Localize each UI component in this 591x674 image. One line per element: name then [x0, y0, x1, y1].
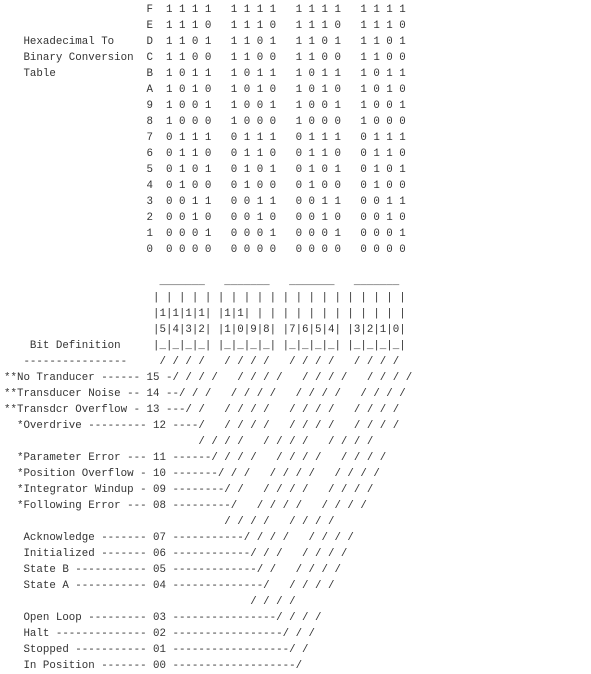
document-line: *Position Overflow - 10 -------/ / / / / / / / / / / — [4, 468, 380, 480]
document-line: 6 0 1 1 0 0 1 1 0 0 1 1 0 0 1 1 0 — [4, 148, 406, 160]
document-line: _______ _______ _______ _______ — [4, 276, 400, 288]
document-line: | | | | | | | | | | | | | | | | | | | | — [4, 292, 406, 304]
document-line: / / / / — [4, 596, 296, 608]
document-line: / / / / / / / / / / / / — [4, 436, 374, 448]
document-line: 8 1 0 0 0 1 0 0 0 1 0 0 0 1 0 0 0 — [4, 116, 406, 128]
document-line: / / / / / / / / — [4, 516, 335, 528]
document-line: Acknowledge ------- 07 -----------/ / / / / / / / — [4, 532, 354, 544]
document-line: Binary Conversion C 1 1 0 0 1 1 0 0 1 1 0 0 1 1 0 0 — [4, 52, 406, 64]
document-line: E 1 1 1 0 1 1 1 0 1 1 1 0 1 1 1 0 — [4, 20, 406, 32]
document-line: 7 0 1 1 1 0 1 1 1 0 1 1 1 0 1 1 1 — [4, 132, 406, 144]
document-line: Table B 1 0 1 1 1 0 1 1 1 0 1 1 1 0 1 1 — [4, 68, 406, 80]
document-line: **Transdcr Overflow - 13 ---/ / / / / / / / / / / / / / — [4, 404, 400, 416]
document-line: *Parameter Error --- 11 ------/ / / / / / / / / / / / — [4, 452, 387, 464]
document-line: **No Tranducer ------ 15 -/ / / / / / / / / / / / / / / / — [4, 372, 413, 384]
document-line: 5 0 1 0 1 0 1 0 1 0 1 0 1 0 1 0 1 — [4, 164, 406, 176]
document-line: State B ----------- 05 -------------/ / / / / / — [4, 564, 341, 576]
document-line: |5|4|3|2| |1|0|9|8| |7|6|5|4| |3|2|1|0| — [4, 324, 406, 336]
hex-binary-bit-diagram — [4, 2, 412, 674]
document-line: F 1 1 1 1 1 1 1 1 1 1 1 1 1 1 1 1 — [4, 4, 406, 16]
document-line: Halt -------------- 02 -----------------/ / / — [4, 628, 316, 640]
document-line: 3 0 0 1 1 0 0 1 1 0 0 1 1 0 0 1 1 — [4, 196, 406, 208]
document-line: *Integrator Windup - 09 --------/ / / / / / / / / / — [4, 484, 374, 496]
document-line: 9 1 0 0 1 1 0 0 1 1 0 0 1 1 0 0 1 — [4, 100, 406, 112]
document-line: *Following Error --- 08 ---------/ / / / / / / / / — [4, 500, 367, 512]
document-line: Hexadecimal To D 1 1 0 1 1 1 0 1 1 1 0 1 1 1 0 1 — [4, 36, 406, 48]
document-line: 4 0 1 0 0 0 1 0 0 0 1 0 0 0 1 0 0 — [4, 180, 406, 192]
document-line: Stopped ----------- 01 ------------------/ / — [4, 644, 309, 656]
document-line: A 1 0 1 0 1 0 1 0 1 0 1 0 1 0 1 0 — [4, 84, 406, 96]
document-line: Bit Definition |_|_|_|_| |_|_|_|_| |_|_|_|_| |_|_|_|_| — [4, 340, 406, 352]
document-line: State A ----------- 04 --------------/ / / / / — [4, 580, 335, 592]
document-line: ---------------- / / / / / / / / / / / / / / / / — [4, 356, 400, 368]
document-line: 2 0 0 1 0 0 0 1 0 0 0 1 0 0 0 1 0 — [4, 212, 406, 224]
document-line: In Position ------- 00 -------------------/ — [4, 660, 303, 672]
document-line: Initialized ------- 06 ------------/ / / / / / / — [4, 548, 348, 560]
document-line: *Overdrive --------- 12 ----/ / / / / / / / / / / / / — [4, 420, 400, 432]
document-line: |1|1|1|1| |1|1| | | | | | | | | | | | | — [4, 308, 406, 320]
document-line: **Transducer Noise -- 14 --/ / / / / / / / / / / / / / / — [4, 388, 406, 400]
document-line: 0 0 0 0 0 0 0 0 0 0 0 0 0 0 0 0 0 — [4, 244, 406, 256]
document-line: 1 0 0 0 1 0 0 0 1 0 0 0 1 0 0 0 1 — [4, 228, 406, 240]
document-line — [4, 258, 412, 274]
document-line: Open Loop --------- 03 ----------------/ / / / — [4, 612, 322, 624]
